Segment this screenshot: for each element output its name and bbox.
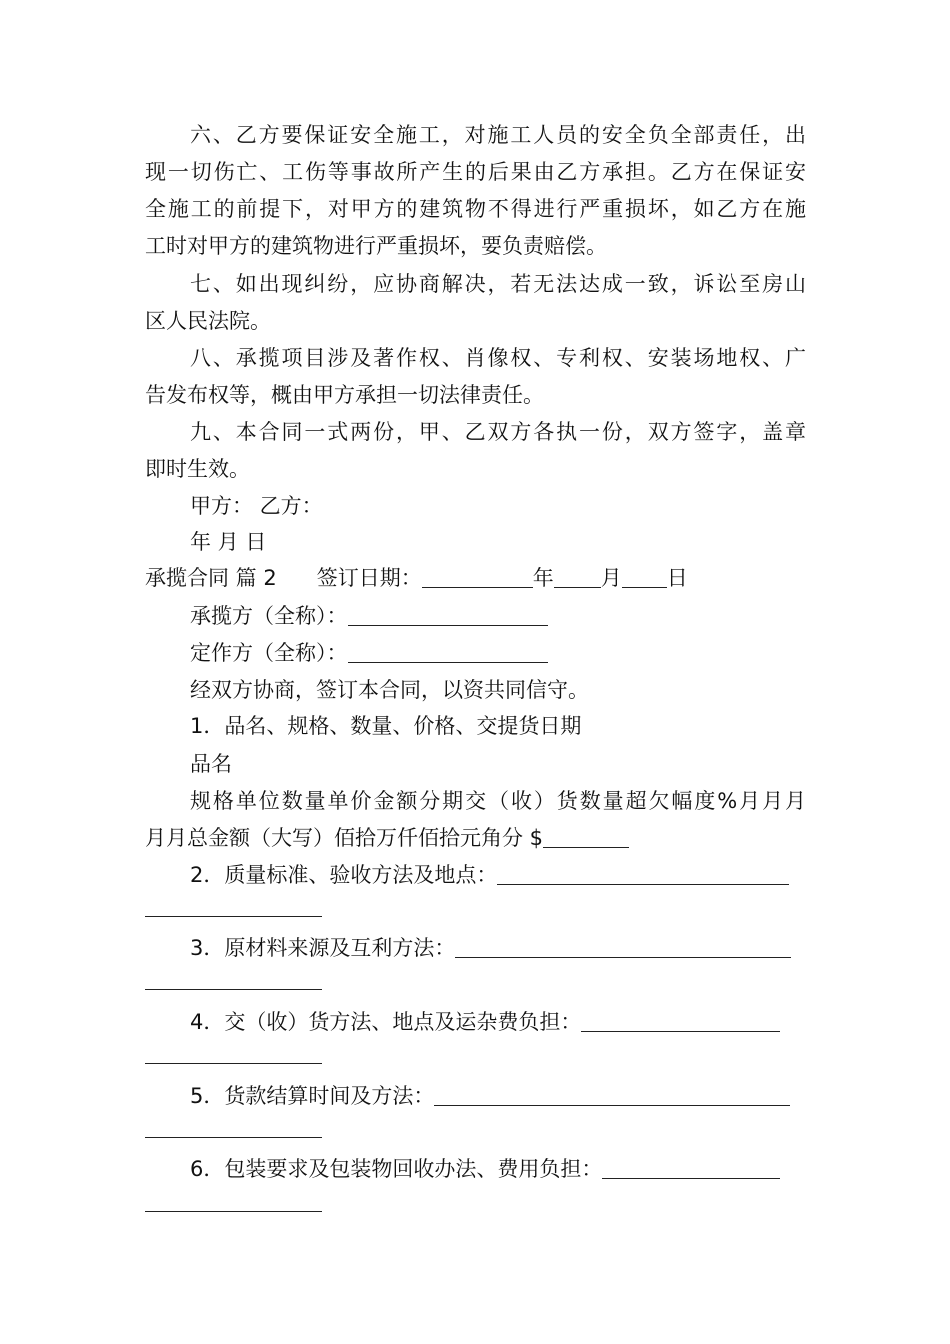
product-name-label: 品名 bbox=[190, 752, 232, 776]
item-3-label: 3．原材料来源及互利方法： bbox=[190, 936, 456, 960]
clause-6-line-2: 现一切伤亡、工伤等事故所产生的后果由乙方承担。乙方在保证安 bbox=[145, 160, 806, 184]
contractor-label: 承揽方（全称）： bbox=[190, 604, 348, 628]
item-3-continuation-blank bbox=[145, 989, 322, 990]
clause-7-line-2: 区人民法院。 bbox=[145, 309, 271, 333]
table-header-line-2 bbox=[145, 823, 629, 853]
item-6-blank bbox=[602, 1154, 780, 1179]
sign-year-blank bbox=[422, 563, 533, 588]
sign-month-blank bbox=[554, 563, 601, 588]
sign-day-blank bbox=[622, 563, 667, 588]
orderer-blank bbox=[348, 638, 548, 663]
item-3-row bbox=[190, 933, 791, 963]
table-header-line-2-text: 月月总金额（大写）佰拾万仟佰拾元角分 $ bbox=[145, 826, 544, 850]
clause-8-line-1: 八、承揽项目涉及著作权、肖像权、专利权、安装场地权、广 bbox=[190, 346, 806, 370]
day-label: 日 bbox=[666, 566, 688, 590]
clause-6-line-4: 工时对甲方的建筑物进行严重损坏，要负责赔偿。 bbox=[145, 234, 607, 258]
item-6-label: 6．包装要求及包装物回收办法、费用负担： bbox=[190, 1157, 603, 1181]
item-1-heading: 1．品名、规格、数量、价格、交提货日期 bbox=[190, 714, 582, 738]
item-2-row bbox=[190, 860, 789, 890]
clause-6-line-1: 六、乙方要保证安全施工，对施工人员的安全负全部责任，出 bbox=[190, 123, 806, 147]
orderer-row bbox=[190, 638, 548, 668]
item-2-blank bbox=[497, 860, 789, 885]
year-label: 年 bbox=[532, 566, 554, 590]
item-6-continuation-blank bbox=[145, 1211, 322, 1212]
clause-8-line-2: 告发布权等，概由甲方承担一切法律责任。 bbox=[145, 383, 544, 407]
contract-2-title: 承揽合同 篇 2 bbox=[145, 566, 277, 590]
orderer-label: 定作方（全称）： bbox=[190, 641, 348, 665]
contract-2-header bbox=[145, 563, 688, 593]
item-4-continuation-blank bbox=[145, 1063, 322, 1064]
item-2-label: 2．质量标准、验收方法及地点： bbox=[190, 863, 498, 887]
sign-date-label: 签订日期： bbox=[316, 566, 422, 590]
party-signatures: 甲方： 乙方： bbox=[190, 494, 323, 518]
item-5-label: 5．货款结算时间及方法： bbox=[190, 1084, 435, 1108]
item-4-blank bbox=[581, 1007, 780, 1032]
item-6-row bbox=[190, 1154, 780, 1184]
item-5-row bbox=[190, 1081, 790, 1111]
intro-text: 经双方协商，签订本合同，以资共同信守。 bbox=[190, 678, 589, 702]
item-2-continuation-blank bbox=[145, 916, 322, 917]
item-5-continuation-blank bbox=[145, 1137, 322, 1138]
clause-9-line-1: 九、本合同一式两份，甲、乙双方各执一份，双方签字，盖章 bbox=[190, 420, 806, 444]
table-header-line-1: 规格单位数量单价金额分期交（收）货数量超欠幅度%月月月 bbox=[190, 789, 806, 813]
item-5-blank bbox=[434, 1081, 790, 1106]
clause-7-line-1: 七、如出现纠纷，应协商解决，若无法达成一致，诉讼至房山 bbox=[190, 272, 806, 296]
clause-9-line-2: 即时生效。 bbox=[145, 457, 250, 481]
month-label: 月 bbox=[600, 566, 622, 590]
item-4-row bbox=[190, 1007, 780, 1037]
item-4-label: 4．交（收）货方法、地点及运杂费负担： bbox=[190, 1010, 582, 1034]
clause-6-line-3: 全施工的前提下，对甲方的建筑物不得进行严重损坏，如乙方在施 bbox=[145, 197, 806, 221]
amount-blank bbox=[543, 823, 629, 848]
item-3-blank bbox=[455, 933, 791, 958]
contractor-blank bbox=[348, 601, 548, 626]
signing-date: 年 月 日 bbox=[190, 530, 267, 554]
contractor-row bbox=[190, 601, 548, 631]
